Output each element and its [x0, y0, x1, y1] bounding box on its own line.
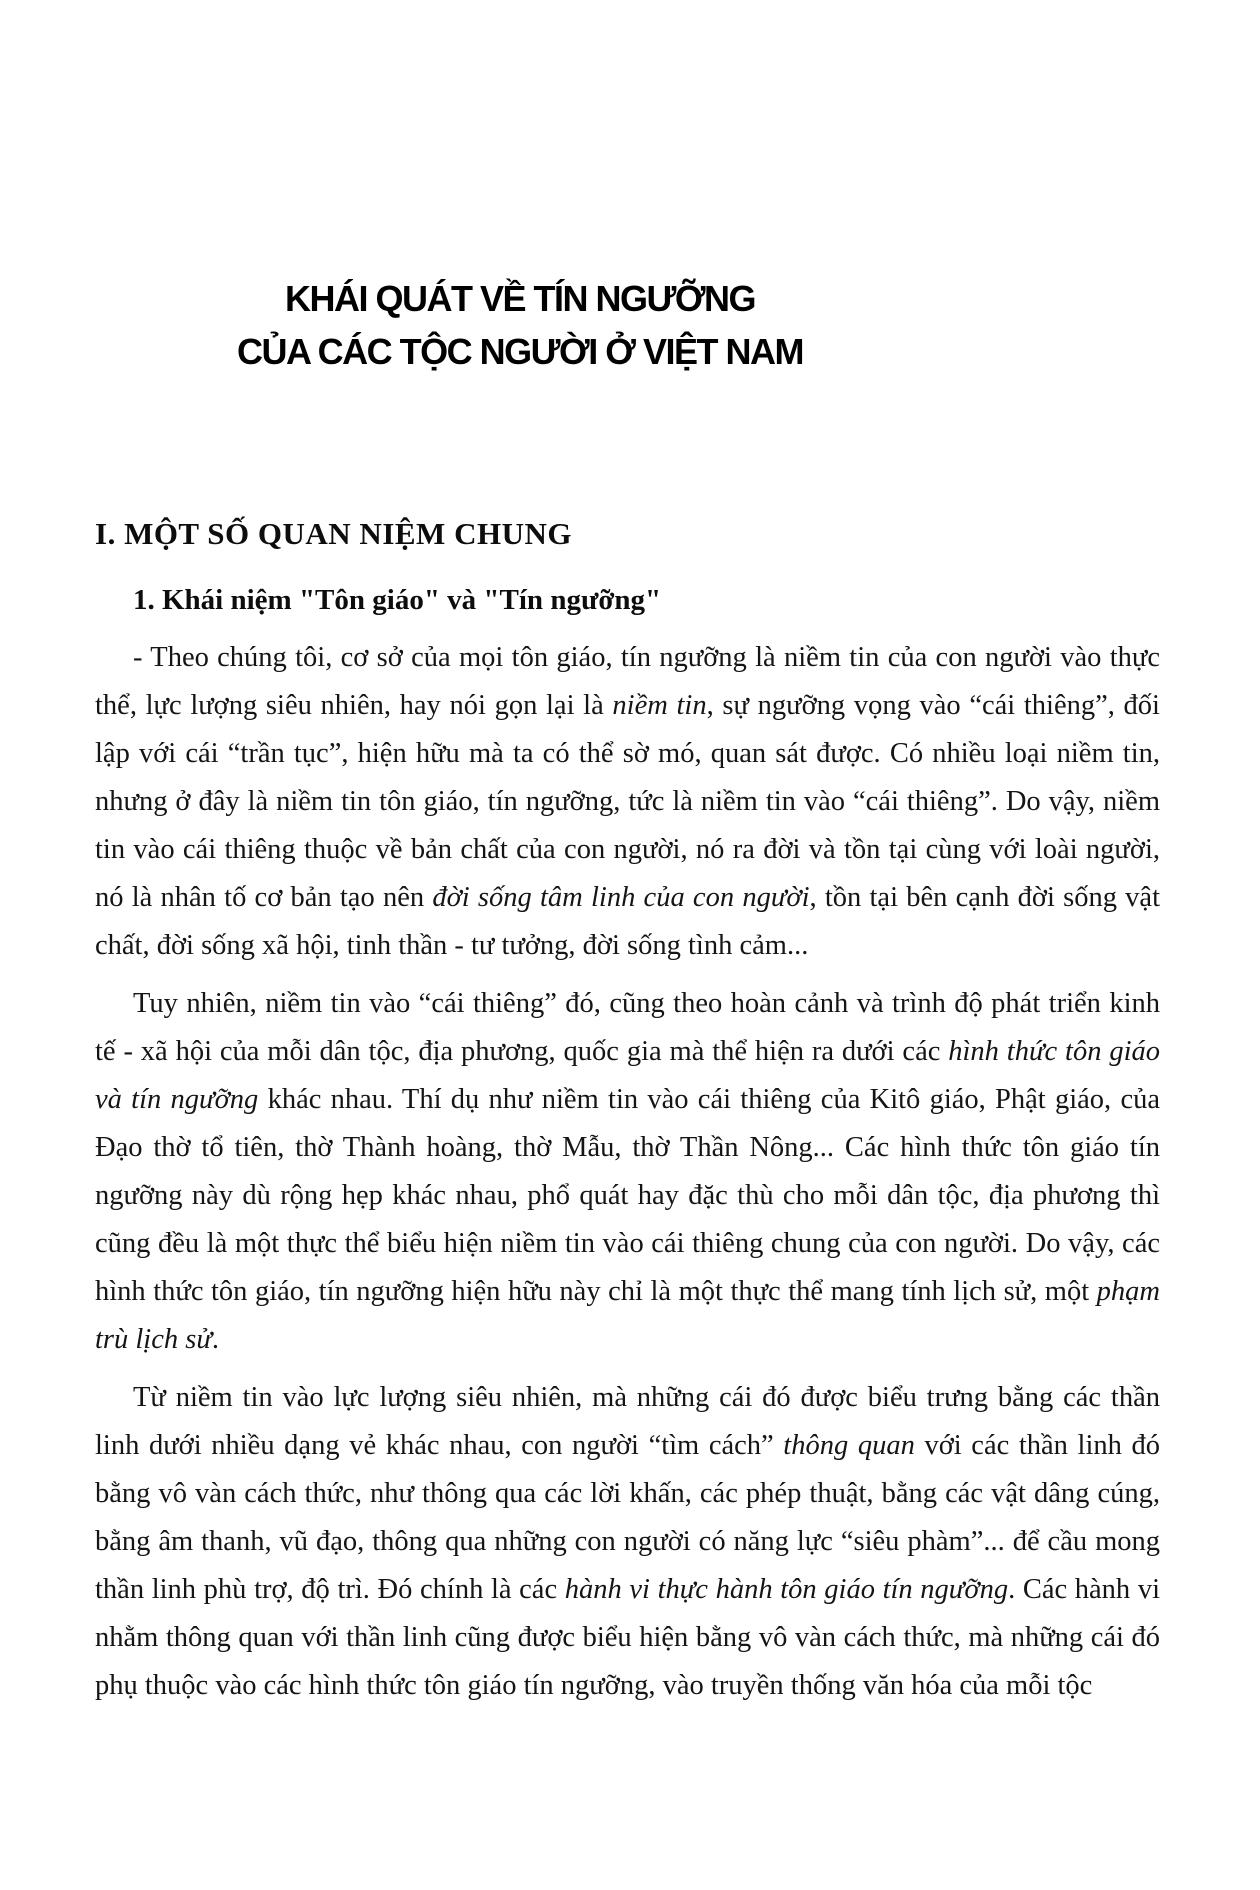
paragraph-italic-segment: thông quan — [783, 1430, 915, 1461]
section-heading: I. MỘT SỐ QUAN NIỆM CHUNG — [95, 516, 572, 551]
chapter-title-line2: CỦA CÁC TỘC NGƯỜI Ở VIỆT NAM — [237, 331, 803, 372]
paragraph — [95, 1374, 1160, 1710]
paragraph-text-segment: . — [211, 1324, 220, 1355]
paragraph-text-segment: Tuy nhiên, niềm tin vào “cái thiêng” đó, cũng theo hoàn cảnh và trình độ phát triển kinh tế - xã hội của mỗi dân tộc, địa phương, quốc gia mà thể hiện ra dưới các — [95, 988, 1160, 1067]
paragraph-italic-segment: niềm tin — [612, 690, 707, 721]
paragraph — [95, 980, 1160, 1364]
paragraph-italic-segment: phạm trù lịch sử — [95, 1276, 1160, 1355]
paragraph-text-segment: . Các hành vi nhằm thông quan với thần linh cũng được biểu hiện bằng vô vàn cách thức, mà những cái đó phụ thuộc vào các hình thức tôn giáo tín ngưỡng, vào truyền thống văn hóa của mỗi tộc — [95, 1574, 1160, 1701]
paragraph-text-segment: với các thần linh đó bằng vô vàn cách thức, như thông qua các lời khấn, các phép thuật, bằng các vật dâng cúng, bằng âm thanh, vũ đạo, thông qua những con người có năng lực “siêu phàm”... để cầu mong thần linh phù trợ, độ trì. Đó chính là các — [95, 1430, 1160, 1605]
paragraph-italic-segment: hành vi thực hành tôn giáo tín ngưỡng — [564, 1574, 1009, 1605]
paragraph-text-segment: - Theo chúng tôi, cơ sở của mọi tôn giáo, tín ngưỡng là niềm tin của con người vào thực thể, lực lượng siêu nhiên, hay nói gọn lại là — [95, 642, 1160, 721]
paragraph-text-segment: , tồn tại bên cạnh đời sống vật chất, đời sống xã hội, tinh thần - tư tưởng, đời sống tình cảm... — [95, 882, 1160, 961]
subsection-heading: 1. Khái niệm "Tôn giáo" và "Tín ngưỡng" — [133, 584, 662, 616]
paragraph — [95, 634, 1160, 970]
paragraph-text-segment: Từ niềm tin vào lực lượng siêu nhiên, mà những cái đó được biểu trưng bằng các thần linh dưới nhiều dạng vẻ khác nhau, con người “tìm cách” — [95, 1382, 1160, 1461]
body-paragraphs — [95, 634, 1160, 1710]
chapter-title-line1: KHÁI QUÁT VỀ TÍN NGƯỠNG — [284, 278, 756, 319]
paragraph-text-segment: , sự ngưỡng vọng vào “cái thiêng”, đối lập với cái “trần tục”, hiện hữu mà ta có thể sờ mó, quan sát được. Có nhiều loại niềm tin, nhưng ở đây là niềm tin tôn giáo, tín ngưỡng, tức là niềm tin vào “cái thiêng”. Do vậy, niềm tin vào cái thiêng thuộc về bản chất của con người, nó ra đời và tồn tại cùng với loài người, nó là nhân tố cơ bản tạo nên — [95, 690, 1160, 913]
paragraph-text-segment: khác nhau. Thí dụ như niềm tin vào cái thiêng của Kitô giáo, Phật giáo, của Đạo thờ tổ tiên, thờ Thành hoàng, thờ Mẫu, thờ Thần Nông... Các hình thức tôn giáo tín ngưỡng này dù rộng hẹp khác nhau, phổ quát hay đặc thù cho mỗi dân tộc, địa phương thì cũng đều là một thực thể biểu hiện niềm tin vào cái thiêng chung của con người. Do vậy, các hình thức tôn giáo, tín ngưỡng hiện hữu này chỉ là một thực thể mang tính lịch sử, một — [95, 1084, 1160, 1307]
paragraph-italic-segment: hình thức tôn giáo và tín ngưỡng — [95, 1036, 1160, 1115]
paragraph-italic-segment: đời sống tâm linh của con người — [432, 882, 810, 913]
chapter-title — [95, 272, 1160, 378]
